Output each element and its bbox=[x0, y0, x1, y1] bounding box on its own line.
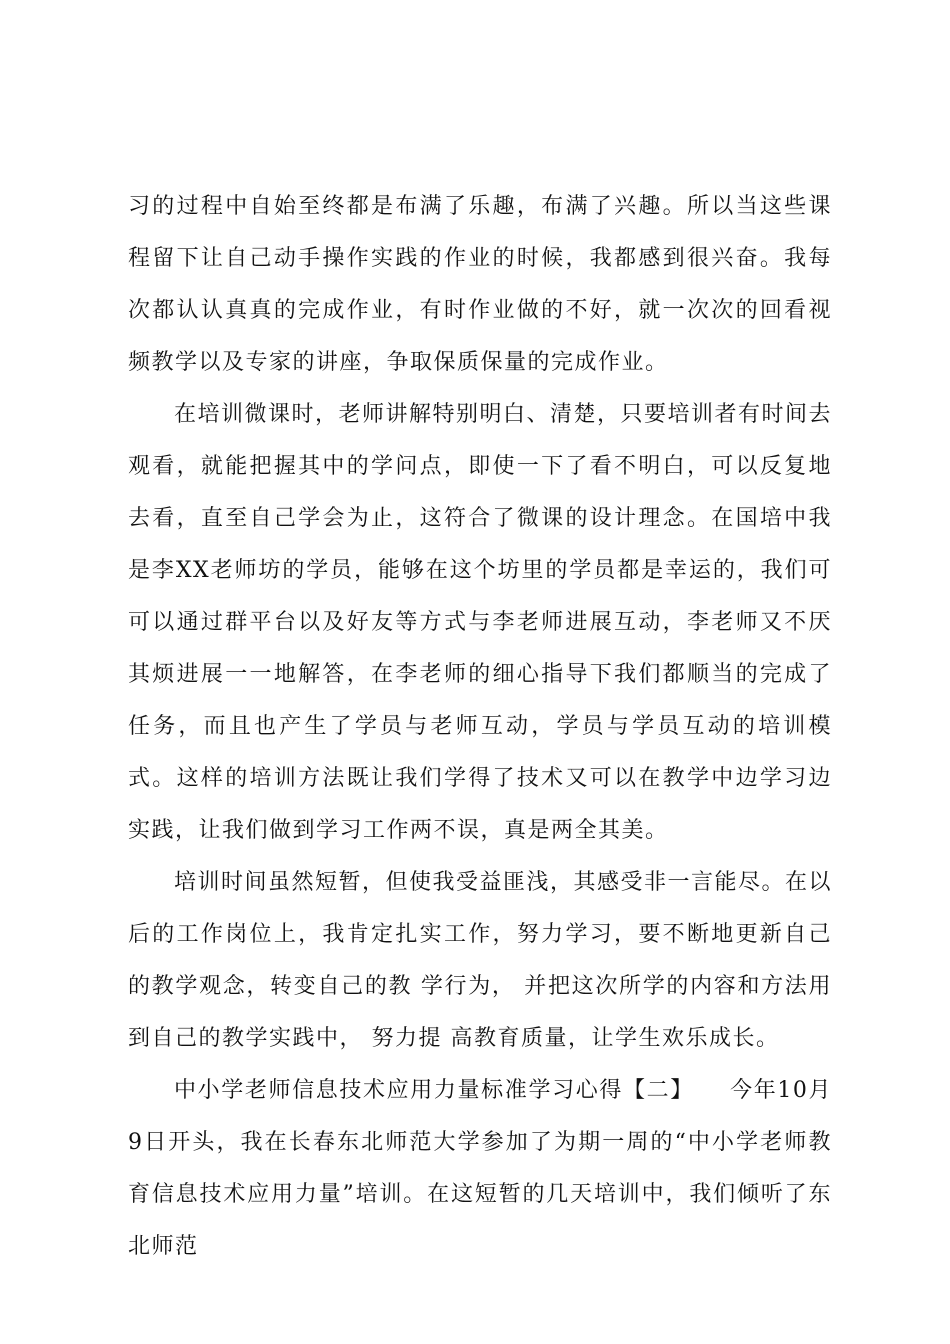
paragraph-2: 在培训微课时，老师讲解特别明白、清楚，只要培训者有时间去观看，就能把握其中的学问点，即使一下了看不明白，可以反复地去看，直至自己学会为止，这符合了微课的设计理念。在国培中我是李XX老师坊的学员，能够在这个坊里的学员都是幸运的，我们可可以通过群平台以及好友等方式与李老师进展互动，李老师又不厌其烦进展一一地解答，在李老师的细心指导下我们都顺当的完成了任务，而且也产生了学员与老师互动，学员与学员互动的培训模式。这样的培训方法既让我们学得了技术又可以在教学中边学习边实践，让我们做到学习工作两不误，真是两全其美。 bbox=[128, 402, 833, 843]
paragraph-3: 培训时间虽然短暂，但使我受益匪浅，其感受非一言能尽。在以后的工作岗位上，我肯定扎实工作，努力学习，要不断地更新自己的教学观念，转变自己的教 学行为， 并把这次所学的内容和方法用到自己的教学实践中， 努力提 高教育质量，让学生欢乐成长。 bbox=[128, 870, 833, 1051]
paragraph-4: 中小学老师信息技术应用力量标准学习心得【二】 今年10月9日开头，我在长春东北师范大学参加了为期一周的“中小学老师教育信息技术应用力量”培训。在这短暂的几天培训中，我们倾听了东北师范 bbox=[128, 1078, 832, 1259]
document-body bbox=[128, 181, 832, 1273]
paragraph-1: 习的过程中自始至终都是布满了乐趣，布满了兴趣。所以当这些课程留下让自己动手操作实践的作业的时候，我都感到很兴奋。我每次都认认真真的完成作业，有时作业做的不好，就一次次的回看视频教学以及专家的讲座，争取保质保量的完成作业。 bbox=[128, 194, 832, 375]
